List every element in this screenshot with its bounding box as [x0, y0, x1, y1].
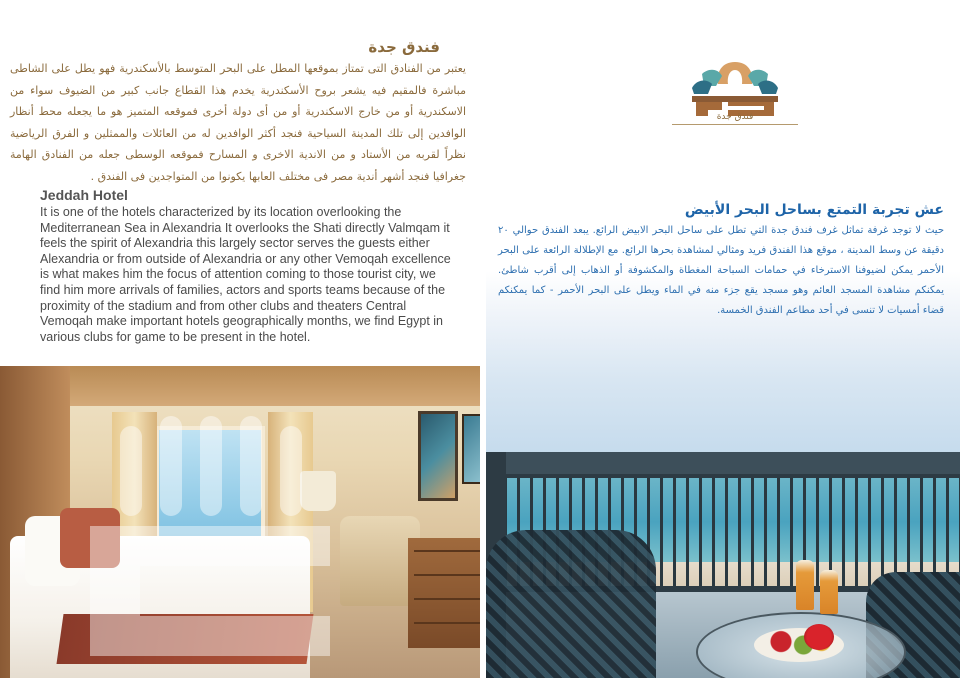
lounge-chair-left — [486, 530, 656, 678]
section-title: عش تجربة التمتع بساحل البحر الأبيض — [684, 202, 944, 218]
logo-caption: فندق جدة — [716, 112, 754, 122]
arabic-title: فندق جدة — [368, 38, 440, 56]
juice-glass — [820, 570, 838, 614]
logo-divider — [672, 124, 798, 125]
dresser — [408, 538, 480, 648]
juice-glass — [796, 560, 814, 610]
wall-painting-small — [462, 414, 480, 484]
wall-painting — [418, 411, 458, 501]
section-body: حيث لا توجد غرفة تماثل غرف فندق جدة التي تطل على ساحل البحر الابيض الرائع. يبعد الفندق حوالي ٢٠ دقيقة عن وسط المدينة ، موقع هذا الفندق فريد ومثالي لمشاهدة بحرها الرائع. مع الإطلالة الرائعة على البحر الأحمر يمكن لضيوفنا الاسترخاء في حمامات السباحة المغطاة والمكشوفة أو الذهاب إلى أقرب شاطئ. يمكنكم مشاهدة المسجد العائم وهو مسجد يقع جزء منه في الماء ويطل على البحر الأحمر - كما يمكنكم قضاء أمسيات لا تنسى في أحد مطاعم الفندق الخمسة. — [498, 225, 944, 316]
room-ceiling — [0, 366, 480, 406]
logo-watermark-icon — [80, 416, 340, 656]
right-page — [486, 0, 960, 678]
flower — [804, 624, 834, 650]
sea-view-balcony-photo — [486, 452, 960, 678]
english-title: Jeddah Hotel — [40, 187, 128, 203]
arabic-body: يعتبر من الفنادق التى تمتاز بموقعها المطل على البحر المتوسط بالأسكندرية فهو يطل على الشاطى مباشرة فالمقيم فيه يشعر بروح الأسكندرية يخدم هذا القطاع جانب كبير من الضيوف سواء من الاسكندرية أو من خارج الاسكندرية أو من أى دولة أخرى فموقعه المتميز هو ما يجعله محط أنظار الوافدين إلى تلك المدينة السياحية فنجد أكثر الوافدين له من العائلات والممثلين و الفرق الرياضية نظراً لقربه من الأستاد و من الاندية الاخرى و المسارح فموقعه الوسطى جعله من الفنادق الهامة جغرافيا فنجد أشهر أندية مصر فى مختلف العابها يكونوا من المتواجدين فى الفندق . — [10, 62, 466, 183]
hotel-room-photo — [0, 366, 480, 678]
balcony-frame-top — [486, 452, 960, 474]
english-body: It is one of the hotels characterized by its location overlooking the Mediterranean Sea in Alexandria It overlooks the Shati directly Valmqam it feels the spirit of Alexandria this largely sector serves the guests either Alexandria or from outside of Alexandria or any other Vemoqah excellence is what makes him the focus of attention coming to those tourist city, we find him more arrivals of families, actors and sports teams because of the proximity of the stadium and from other clubs and theaters Central Vemoqah make important hotels geographically months, we find Egypt in various clubs for game to be present in the hotel. — [40, 205, 451, 344]
